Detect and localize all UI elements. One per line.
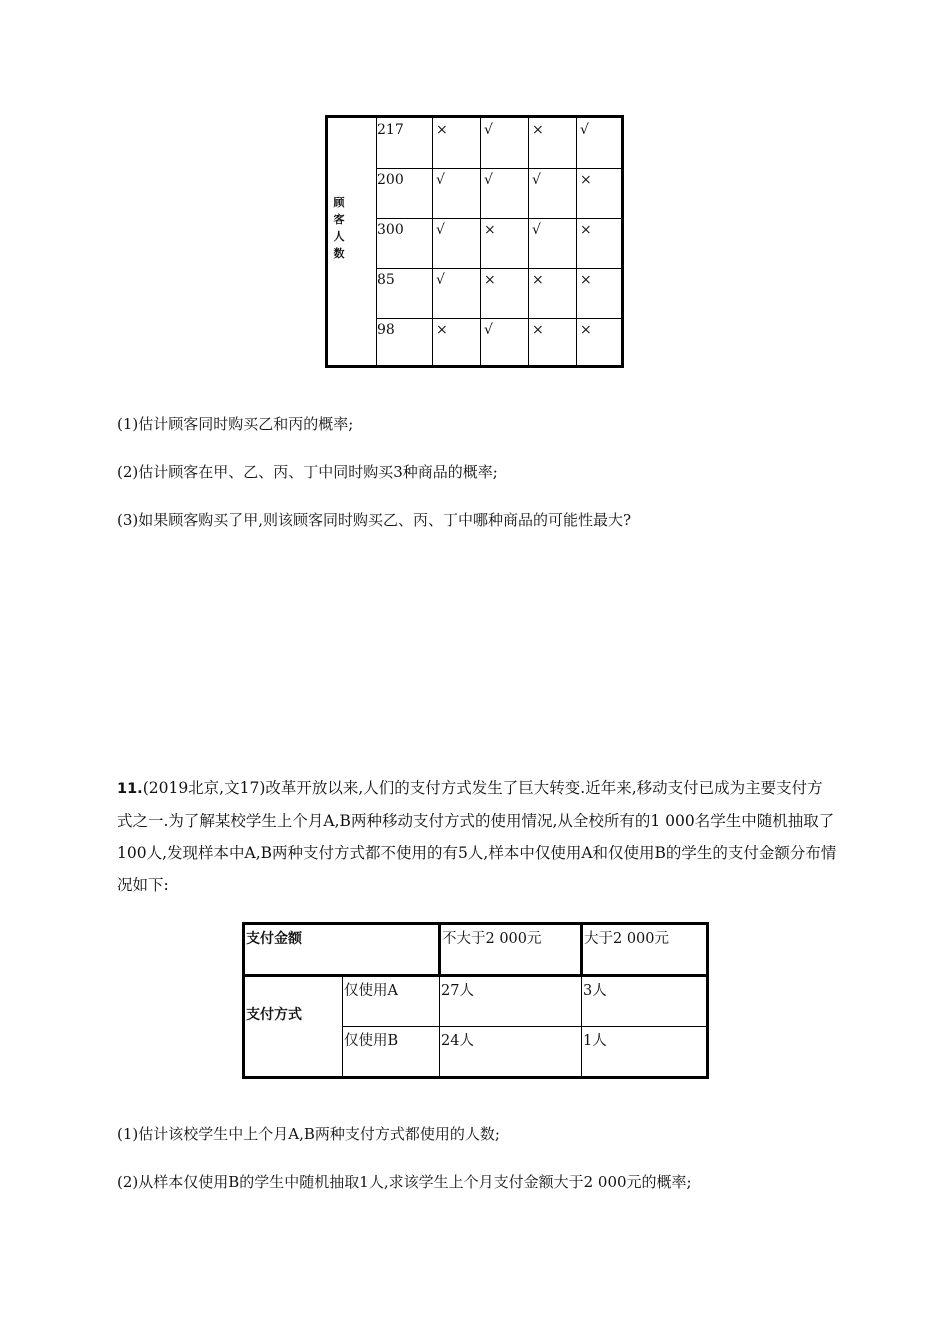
header-payment-amount: 支付金额 xyxy=(246,931,302,947)
mark-jia: × xyxy=(433,318,481,368)
table-row xyxy=(376,218,621,269)
question-11-2: (2)从样本仅使用B的学生中随机抽取1人,求该学生上个月支付金额大于2 000元的概率; xyxy=(117,1173,692,1191)
customer-count: 217 xyxy=(376,118,433,168)
question-10-3: (3)如果顾客购买了甲,则该顾客同时购买乙、丙、丁中哪种商品的可能性最大? xyxy=(117,511,632,529)
customer-count: 85 xyxy=(376,268,433,318)
mark-jia: × xyxy=(433,118,481,168)
mark-yi: × xyxy=(481,218,529,268)
mark-bing: √ xyxy=(529,168,577,218)
mark-ding: × xyxy=(580,322,592,338)
mark-jia: √ xyxy=(433,218,481,268)
mark-bing: × xyxy=(529,318,577,368)
problem-text: (2019北京,文17)改革开放以来,人们的支付方式发生了巨大转变.近年来,移动支付已成为主要支付方式之一.为了解某校学生上个月A,B两种移动支付方式的使用情况,从全校所有的1 000名学生中随机抽取了100人,发现样本中A,B两种支付方式都不使用的有5人,样本中仅使用A和仅使用B的学生的支付金额分布情况如下: xyxy=(117,779,837,894)
customer-count: 200 xyxy=(376,168,433,218)
mark-ding: × xyxy=(580,222,592,238)
header-gt-2000: 大于2 000元 xyxy=(584,931,670,947)
mark-yi: √ xyxy=(481,318,529,368)
mark-yi: √ xyxy=(481,118,529,168)
table-row xyxy=(376,118,621,169)
customer-count-label-column xyxy=(328,118,377,365)
question-10-1: (1)估计顾客同时购买乙和丙的概率; xyxy=(117,415,354,433)
mark-bing: √ xyxy=(529,218,577,268)
row-label-only-a: 仅使用A xyxy=(344,983,398,999)
customer-count-label: 顾 客 人 数 xyxy=(333,196,345,260)
row-group-payment-method: 支付方式 xyxy=(246,1007,302,1023)
mark-ding: √ xyxy=(580,122,589,138)
cell-only-b-le-2000: 24人 xyxy=(441,1033,474,1049)
cell-only-a-gt-2000: 3人 xyxy=(583,983,607,999)
question-11-1: (1)估计该校学生中上个月A,B两种支付方式都使用的人数; xyxy=(117,1125,500,1143)
problem-number: 11. xyxy=(117,781,143,797)
mark-ding: × xyxy=(580,172,592,188)
customer-count: 98 xyxy=(376,318,433,368)
header-le-2000: 不大于2 000元 xyxy=(442,931,542,947)
table-row xyxy=(376,268,621,319)
mark-yi: √ xyxy=(481,168,529,218)
mark-bing: × xyxy=(529,118,577,168)
payment-table xyxy=(242,922,709,1079)
cell-only-b-gt-2000: 1人 xyxy=(583,1033,607,1049)
problem-11-statement xyxy=(117,772,837,901)
row-label-only-b: 仅使用B xyxy=(344,1033,399,1049)
purchase-table xyxy=(325,115,624,368)
question-10-2: (2)估计顾客在甲、乙、丙、丁中同时购买3种商品的概率; xyxy=(117,463,498,481)
cell-only-a-le-2000: 27人 xyxy=(441,983,474,999)
mark-bing: × xyxy=(529,268,577,318)
mark-yi: × xyxy=(481,268,529,318)
table-row xyxy=(376,318,621,368)
customer-count: 300 xyxy=(376,218,433,268)
mark-jia: √ xyxy=(433,168,481,218)
table-row xyxy=(376,168,621,219)
mark-ding: × xyxy=(580,272,592,288)
mark-jia: √ xyxy=(433,268,481,318)
